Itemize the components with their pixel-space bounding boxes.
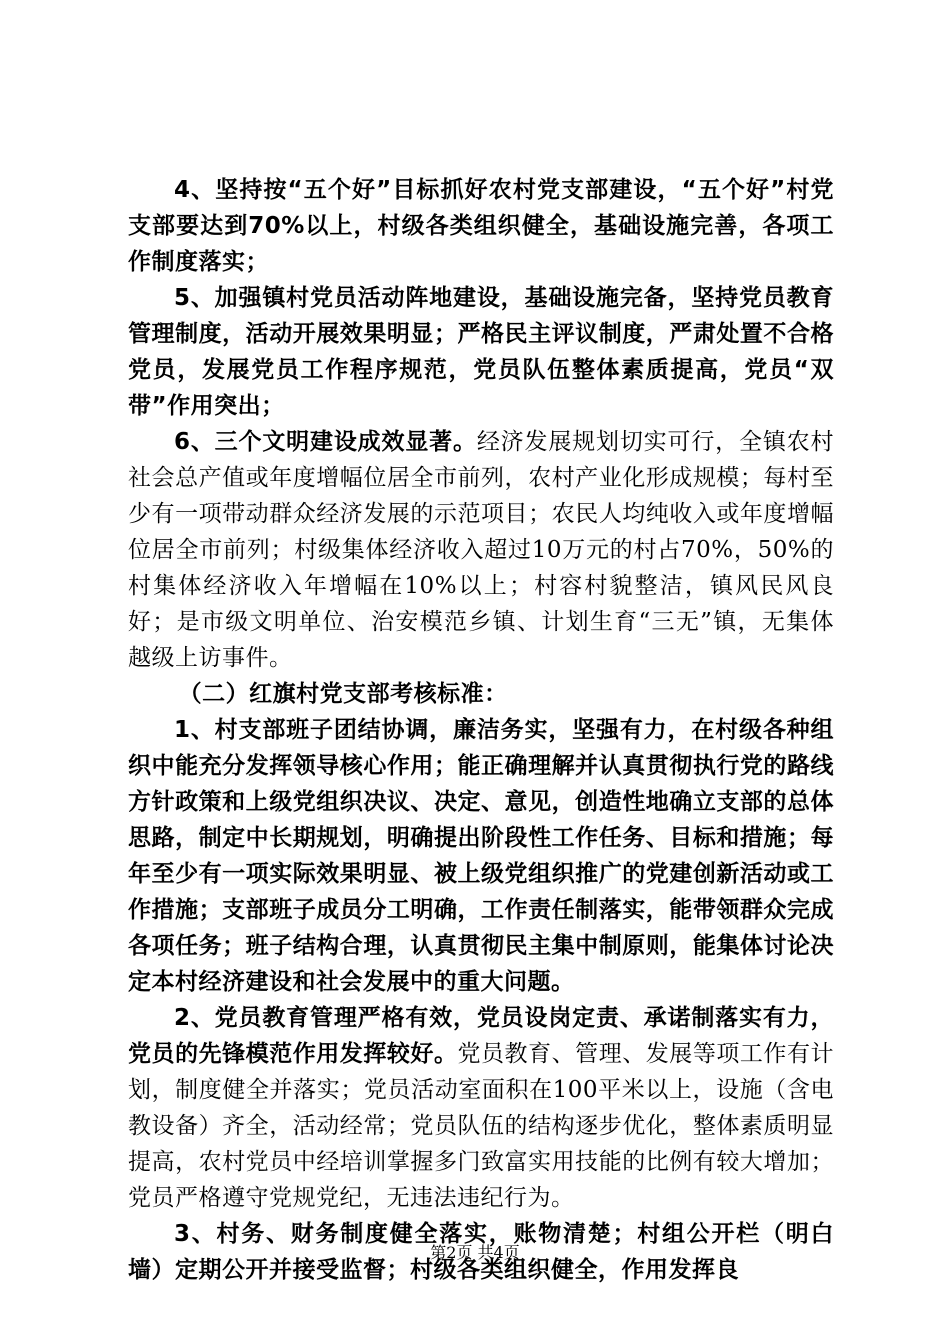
- section-heading-text: （二）红旗村党支部考核标准：: [178, 681, 508, 707]
- page-number-label: 第2页 共4页: [430, 1243, 520, 1262]
- paragraph-bold-text: 5、加强镇村党员活动阵地建设，基础设施完备，坚持党员教育管理制度，活动开展效果明显；严格民主评议制度，严肃处置不合格党员，发展党员工作程序规范，党员队伍整体素质提高，党员“双带”作用突出；: [128, 285, 834, 419]
- paragraph-plain-text: 经济发展规划切实可行，全镇农村社会总产值或年度增幅位居全市前列，农村产业化形成规模；每村至少有一项带动群众经济发展的示范项目；农民人均纯收入或年度增幅位居全市前列；村级集体经济收入超过10万元的村占70%，50%的村集体经济收入年增幅在10%以上；村容村貌整洁，镇风民风良好；是市级文明单位、治安模范乡镇、计划生育“三无”镇，无集体越级上访事件。: [128, 429, 835, 671]
- page-footer: [0, 1243, 950, 1263]
- paragraph-bold-text: 4、坚持按“五个好”目标抓好农村党支部建设，“五个好”村党支部要达到70%以上，村级各类组织健全，基础设施完善，各项工作制度落实；: [128, 177, 834, 275]
- paragraph-item-6: [128, 424, 834, 676]
- paragraph-plain-text: 党员教育、管理、发展等项工作有计划，制度健全并落实；党员活动室面积在100平米以上，设施（含电教设备）齐全，活动经常；党员队伍的结构逐步优化，整体素质明显提高，农村党员中经培训掌握多门致富实用技能的比例有较大增加；党员严格遵守党规党纪，无违法违纪行为。: [128, 1041, 835, 1211]
- paragraph-bold-text: 6、三个文明建设成效显著。: [174, 429, 477, 455]
- paragraph-bold-text: 2、党员教育管理严格有效，党员设岗定责、承诺制落实有力，党员的先锋模范作用发挥较好。: [128, 1005, 834, 1067]
- paragraph-item-4: [128, 172, 834, 280]
- paragraph-bold-text: 1、村支部班子团结协调，廉洁务实，坚强有力，在村级各种组织中能充分发挥领导核心作用；能正确理解并认真贯彻执行党的路线方针政策和上级党组织决议、决定、意见，创造性地确立支部的总体思路，制定中长期规划，明确提出阶段性工作任务、目标和措施；每年至少有一项实际效果明显、被上级党组织推广的党建创新活动或工作措施；支部班子成员分工明确，工作责任制落实，能带领群众完成各项任务；班子结构合理，认真贯彻民主集中制原则，能集体讨论决定本村经济建设和社会发展中的重大问题。: [128, 717, 834, 995]
- paragraph-item-5: [128, 280, 834, 424]
- document-body: [128, 172, 834, 1288]
- paragraph-item-1: [128, 712, 834, 1000]
- paragraph-bold-text: 3、村务、财务制度健全落实，账物清楚；村组公开栏（明白墙）定期公开并接受监督；村级各类组织健全，作用发挥良: [128, 1221, 834, 1283]
- paragraph-item-2: [128, 1000, 834, 1216]
- section-heading: [128, 676, 834, 712]
